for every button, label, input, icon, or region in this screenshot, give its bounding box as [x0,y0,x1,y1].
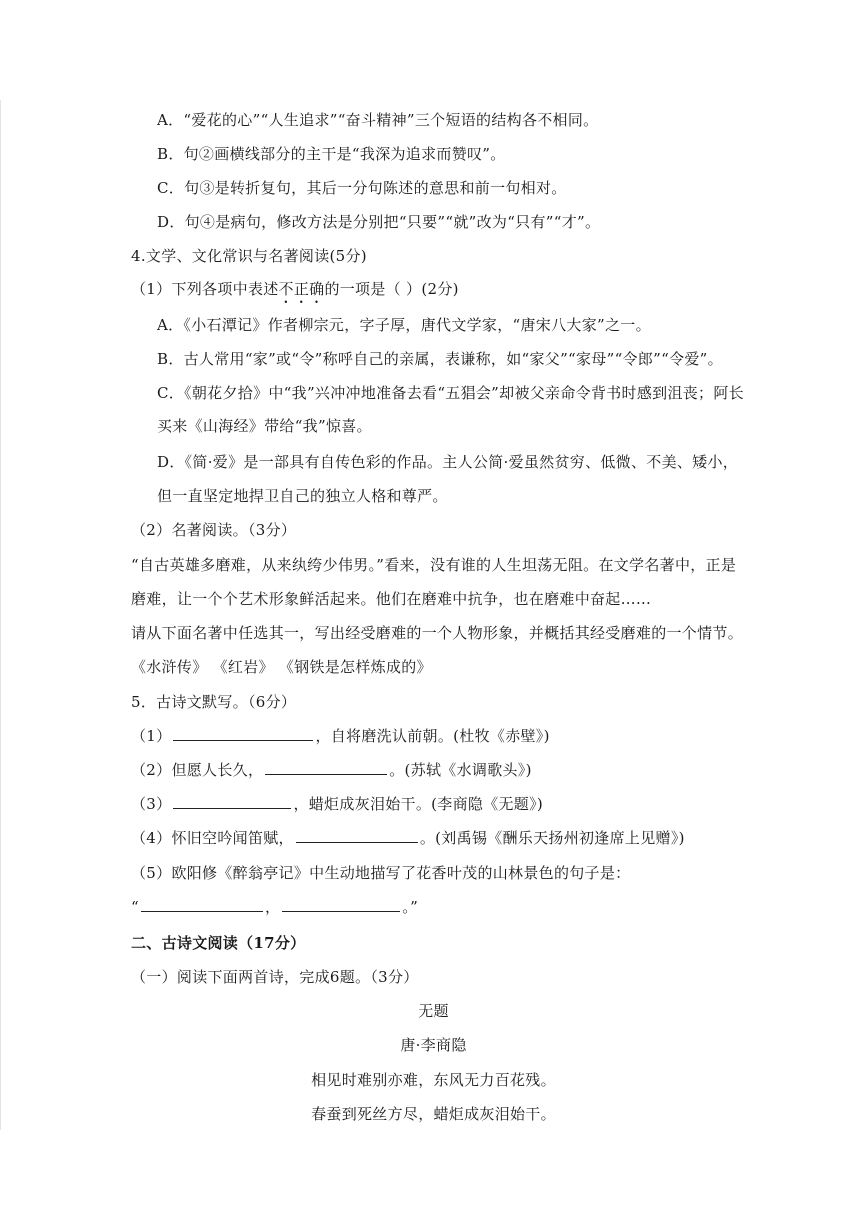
q3-option-c: C．句③是转折复句，其后一分句陈述的意思和前一句相对。 [157,179,567,197]
q3-option-d: D．句④是病句，修改方法是分别把“只要”“就”改为“只有”“才”。 [157,213,601,231]
section-2-title: 二、古诗文阅读（17分） [131,934,306,952]
open-quote: “ [131,898,139,916]
page-edge-line [0,100,1,1130]
q4-option-a: A．《小石潭记》作者柳宗元，字子厚，唐代文学家，“唐宋八大家”之一。 [157,316,651,334]
close-quote: 。” [402,898,419,916]
q5-item-1-text: ，自将磨洗认前朝。(杜牧《赤壁》) [315,727,550,745]
comma: ， [264,898,281,916]
q5-item-3 [131,794,543,814]
q5-item-3-blank[interactable] [173,794,291,809]
q5-item-5: （5）欧阳修《醉翁亭记》中生动地描写了花香叶茂的山林景色的句子是： [131,864,631,882]
q5-item-4-text: （4）怀旧空吟闻笛赋， [131,829,294,847]
q4-paragraph-line2: 磨难，让一个个艺术形象鲜活起来。他们在磨难中抗争，也在磨难中奋起…… [131,590,652,608]
q4-sub1-pre: （1）下列各项中表述 [131,280,279,298]
q4-book-list: 《水浒传》 《红岩》 《钢铁是怎样炼成的》 [131,658,432,676]
q5-item-4 [131,828,685,848]
q5-item-2-text: （2）但愿人长久， [131,761,264,779]
q5-title: 5．古诗文默写。（6分） [131,693,297,711]
q4-option-b: B．古人常用“家”或“令”称呼自己的亲属，表谦称，如“家父”“家母”“令郎”“令爱”。 [157,350,723,368]
poem-title: 无题 [418,1002,449,1020]
section-2-sub1: （一）阅读下面两首诗，完成6题。（3分） [131,968,419,986]
q5-item-2 [131,760,532,780]
q4-option-d-line1: D．《简·爱》是一部具有自传色彩的作品。主人公简·爱虽然贫穷、低微、不美、矮小， [157,453,739,471]
q4-paragraph-line3: 请从下面名著中任选其一，写出经受磨难的一个人物形象，并概括其经受磨难的一个情节。 [131,624,744,642]
q4-paragraph-line1: “自古英雄多磨难，从来纨绔少伟男。”看来，没有谁的人生坦荡无阻。在文学名著中，正是 [131,556,737,574]
q5-item-4-blank[interactable] [296,828,418,843]
poem-line-1: 相见时难别亦难，东风无力百花残。 [311,1071,556,1089]
q5-item-2-source: 。(苏轼《水调歌头》) [389,761,532,779]
q5-item-4-source: 。(刘禹锡《酬乐天扬州初逢席上见赠》) [419,829,685,847]
q4-option-d-line2: 但一直坚定地捍卫自己的独立人格和尊严。 [157,487,448,505]
q4-sub1 [131,279,459,307]
q5-item-5-blank-1[interactable] [141,897,263,912]
q5-item-3-text: ，蜡炬成灰泪始干。(李商隐《无题》) [293,795,544,813]
q4-sub2: （2）名著阅读。（3分） [131,521,297,539]
q3-option-a: A．“爱花的心”“人生追求”“奋斗精神”三个短语的结构各不相同。 [157,111,599,129]
q5-item-2-blank[interactable] [265,760,387,775]
q4-title: 4.文学、文化常识与名著阅读(5分) [131,247,367,265]
poem-author: 唐·李商隐 [400,1036,467,1054]
q5-item-3-number: （3） [131,795,172,813]
poem-line-2: 春蚕到死丝方尽，蜡炬成灰泪始干。 [311,1105,556,1123]
q3-option-b: B．句②画横线部分的主干是“我深为追求而赞叹”。 [157,145,506,163]
q5-item-1-number: （1） [131,727,172,745]
q4-sub1-emphasis: 不正确 [278,280,325,298]
q5-item-5-answer [131,897,418,917]
q5-item-5-blank-2[interactable] [282,897,400,912]
q4-sub1-post: 的一项是（ ）(2分) [324,280,459,298]
q5-item-1 [131,726,550,746]
q4-option-c-line1: C．《朝花夕拾》中“我”兴冲冲地准备去看“五猖会”却被父亲命令背书时感到沮丧；阿长 [157,384,744,402]
q4-option-c-line2: 买来《山海经》带给“我”惊喜。 [157,417,372,435]
q5-item-1-blank[interactable] [173,726,313,741]
